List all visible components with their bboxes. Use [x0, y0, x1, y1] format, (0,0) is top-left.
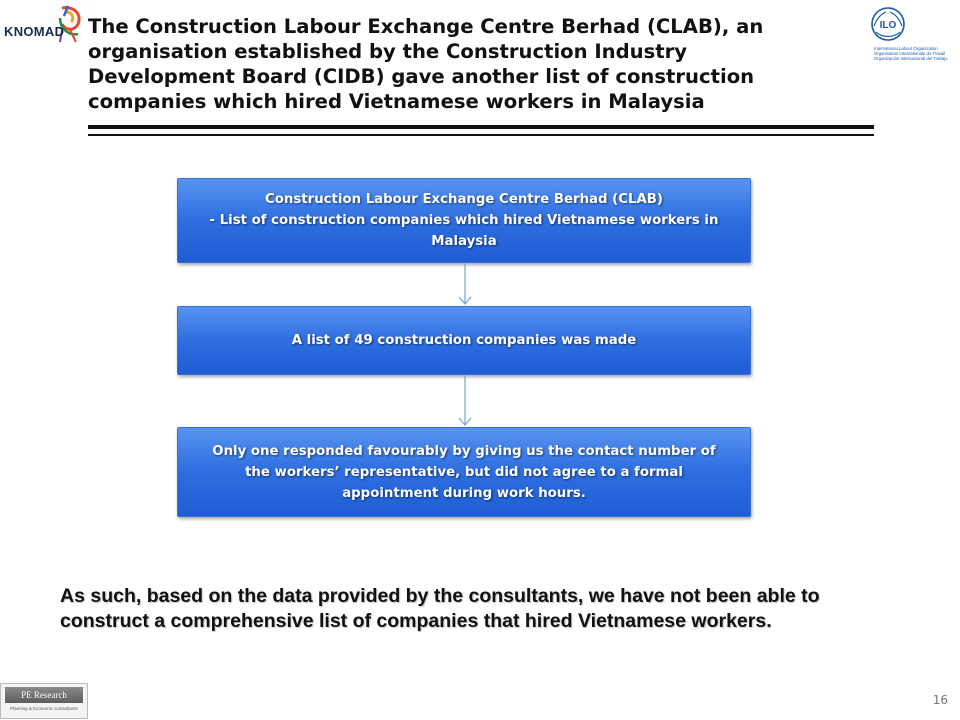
flow-box-response [177, 427, 751, 517]
flow-box-clab-title: Construction Labour Exchange Centre Berhad (CLAB) [265, 192, 663, 207]
ilo-emblem-icon [870, 6, 906, 42]
ilo-text-en: International Labour Organization [874, 46, 938, 51]
flow-arrow-down-icon [456, 263, 474, 306]
flow-arrow-down-icon [456, 375, 474, 427]
ilo-logo-text [874, 46, 954, 61]
pe-research-logo-title: PE Research [5, 687, 83, 703]
knomad-logo-text: KNOMAD [4, 24, 65, 39]
ilo-logo [860, 6, 952, 66]
flow-box-list [177, 306, 751, 375]
pe-research-logo-subtitle: Planning & Economic Consultants [10, 706, 78, 711]
flow-box-list-text: A list of 49 construction companies was made [291, 333, 637, 348]
title-rule-thin [88, 134, 874, 136]
knomad-logo [4, 4, 86, 50]
conclusion-text: As such, based on the data provided by the consultants, we have not been able to construct a comprehensive list of companies that hired Vietnamese workers. [60, 585, 820, 632]
flow-box-clab-detail: - List of construction companies which hired Vietnamese workers in Malaysia [209, 213, 719, 249]
ilo-text-fr: Organisation internationale du Travail [874, 51, 946, 56]
svg-text:ILO: ILO [879, 20, 897, 31]
page-number: 16 [932, 693, 948, 707]
pe-research-logo [0, 683, 88, 719]
flow-box-clab [177, 178, 751, 263]
ilo-text-es: Organización Internacional del Trabajo [874, 56, 948, 61]
slide-title: The Construction Labour Exchange Centre Berhad (CLAB), an organisation established by the Construction Industry Development Board (CIDB) gave another list of construction companies which hired Vietnamese workers in Malaysia [88, 15, 764, 113]
title-rule-thick [88, 125, 874, 129]
flow-box-response-text: Only one responded favourably by giving us the contact number of the workers’ representative, but did not agree to a formal appointment during work hours. [212, 443, 716, 501]
